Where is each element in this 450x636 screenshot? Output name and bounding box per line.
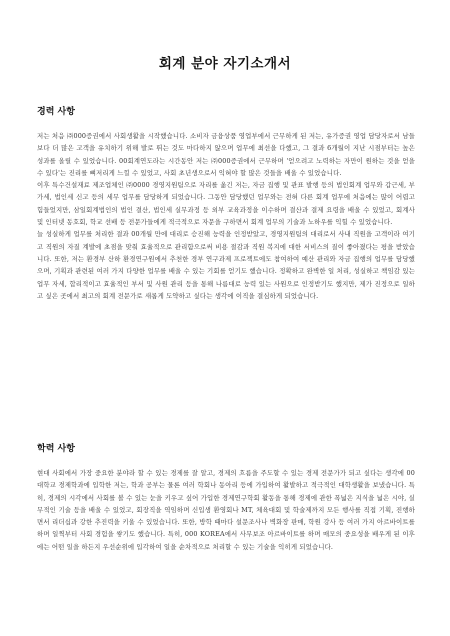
education-section-heading: 학력 사항 bbox=[37, 444, 75, 454]
career-section-body bbox=[37, 130, 415, 302]
career-paragraph-1: 저는 처음 ㈜000증권에서 사회생활을 시작했습니다. 소비자 금융상품 영업부에서 근무하게 된 저는, 유가증권 영업 담당자로서 남들보다 더 많은 고객을 유치하기 위해 발로 뛰는 것도 마다하지 않으며 업무에 최선을 다했고, 그 결과 6개월이 지난 시점부터는 높은 성과를 올릴 수 있었습니다. 00회계연도라는 시간동안 저는 ㈜000증권에서 근무하며 '얻으려고 노력하는 자만이 원하는 것을 얻을 수 있다'는 진리를 뼈저리게 느낄 수 있었고, 사회 초년생으로서 익혀야 할 많은 것들을 배울 수 있었습니다. bbox=[37, 132, 415, 177]
document-title: 회계 분야 자기소개서 bbox=[158, 56, 292, 72]
education-section-body bbox=[37, 467, 415, 553]
career-section-heading: 경력 사항 bbox=[37, 107, 75, 117]
career-paragraph-3: 늘 성실하게 업무를 처리한 결과 00개월 만에 대리로 승진해 능력을 인정받았고, 경영지원팀의 대리로서 사내 직원을 고객이라 여기고 직원의 자질 계발에 초점을 맞춰 효율적으로 관리함으로써 비용 절감과 직원 복지에 대한 서비스의 질이 좋아졌다는 평을 받았습니다. 또한, 저는 환경부 산하 환경연구원에서 추천한 경부 연구과제 프로젝트에도 참여하여 예산 관리와 자금 집행의 업무를 담당했으며, 기획과 관련된 여러 가지 다양한 업무를 배울 수 있는 기회를 얻기도 했습니다. 정확하고 완벽한 일 처리, 성실하고 책임감 있는 업무 자세, 합리적이고 효율적인 부서 및 사원 관리 등을 통해 나름대로 능력 있는 사원으로 인정받기도 했지만, 제가 진정으로 일하고 싶은 곳에서 최고의 회계 전문가로 새롭게 도약하고 싶다는 생각에 이직을 결심하게 되었습니다. bbox=[37, 230, 415, 300]
education-paragraph-1: 현대 사회에서 가장 중요한 분야라 할 수 있는 경제를 잘 알고, 경제의 흐름을 주도할 수 있는 경제 전문가가 되고 싶다는 생각에 00대학교 경제학과에 입학한 저는, 학과 공부는 물론 여러 학회나 동아리 등에 가입하여 활발하고 적극적인 대학생활을 보냈습니다. 특히, 경제의 시각에서 사회를 볼 수 있는 눈을 키우고 싶어 가입한 경제연구학회 활동을 통해 경제에 관한 폭넓은 지식을 넓은 시야, 실무적인 기술 등을 배울 수 있었고, 회장직을 역임하며 신입생 환영회나 MT, 체육대회 및 학술제까지 모든 행사를 직접 기획, 진행하면서 리더십과 강한 추진력을 키울 수 있었습니다. 또한, 방학 때마다 설문조사나 벽화장 판매, 학원 강사 등 여러 가지 아르바이트를 하며 일찍부터 사회 경험을 쌓기도 했습니다. 특히, 000 KOREA에서 사무보조 아르바이트를 하며 매모의 중요성을 배우게 된 이후에는 어떤 일을 하든지 우선순위에 입각하여 일을 순차적으로 처리할 수 있는 기술을 익히게 되었습니다. bbox=[37, 469, 415, 551]
career-paragraph-2: 이후 특수건설재료 제조업체인 ㈜0000 경영지원팀으로 자리를 옮긴 저는, 자금 집행 및 관표 발행 등의 법인회계 업무와 갑근세, 부가세, 법인세 신고 등의 세무 업무를 담당하게 되었습니다. 그동안 담당했던 업무와는 전혀 다른 회계 업무에 처음에는 많이 어렵고 힘들었지만, 삼일회계법인의 법인 결산, 법인세 실무과정 등 외부 교육과정을 이수하며 결산과 결제 요령을 배울 수 있었고, 회계사 및 인터넷 동호회, 학교 선배 등 전문가들에게 적극적으로 자문을 구하면서 회계 업무의 기술과 노하우를 익힐 수 있었습니다. bbox=[37, 181, 415, 227]
